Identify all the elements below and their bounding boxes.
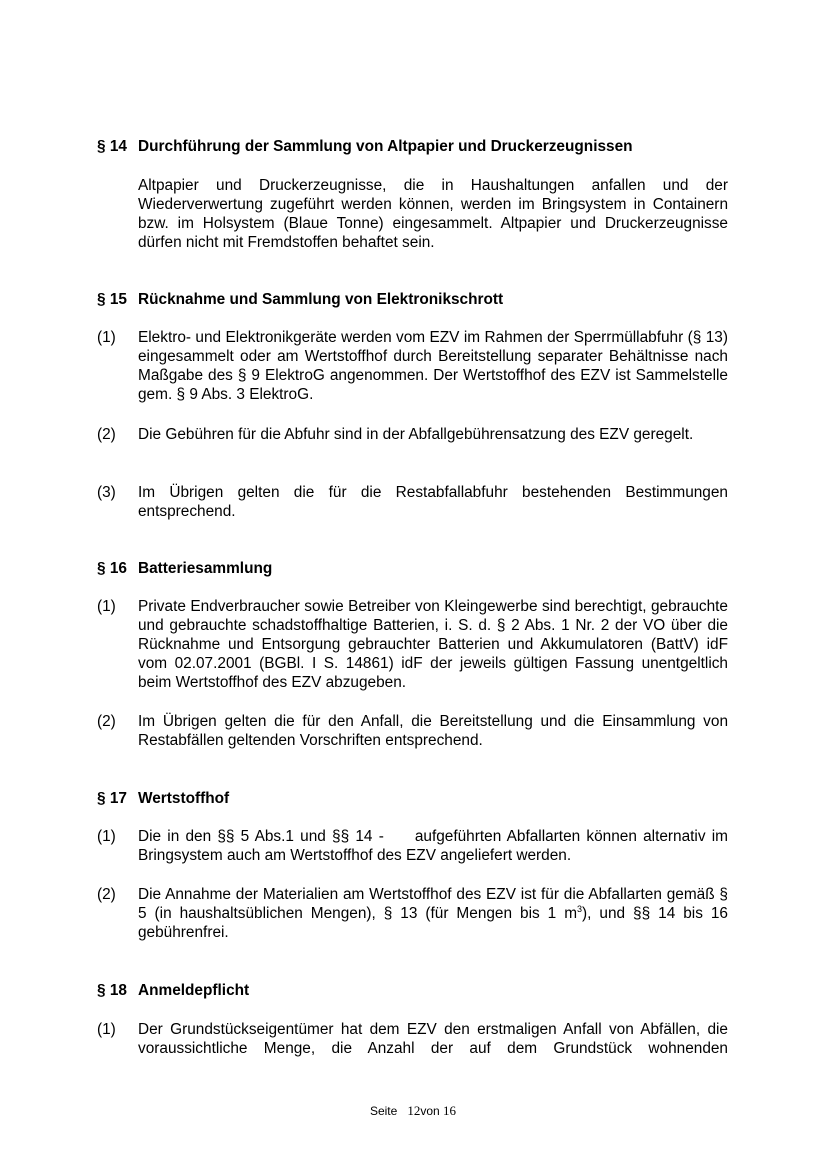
section-15-paragraph-3: Im Übrigen gelten die für die Restabfallabfuhr bestehenden Bestimmungen entsprechend. <box>138 484 728 520</box>
section-title: Wertstoffhof <box>138 790 230 807</box>
section-title: Durchführung der Sammlung von Altpapier und Druckerzeugnissen <box>138 138 633 155</box>
section-number: § 16 <box>97 560 127 577</box>
section-heading-18 <box>97 981 249 1000</box>
paragraph-marker: (1) <box>97 828 116 845</box>
section-number: § 14 <box>97 138 127 155</box>
section-number: § 15 <box>97 291 127 308</box>
paragraph-text: Die Annahme der Materialien am Wertstoffhof des EZV ist für die Abfallarten gemäß § 5 (in haushaltsüblichen Mengen), § 13 (für Mengen bis 1 m <box>138 886 728 922</box>
section-18-paragraph-1: Der Grundstückseigentümer hat dem EZV den erstmaligen Anfall von Abfällen, die voraussichtliche Menge, die Anzahl der auf dem Grundstück wohnenden <box>138 1021 728 1057</box>
section-title: Rücknahme und Sammlung von Elektronikschrott <box>138 291 504 308</box>
paragraph-marker: (2) <box>97 886 116 903</box>
section-number: § 18 <box>97 982 127 999</box>
section-heading-15 <box>97 290 503 309</box>
superscript: 3 <box>577 904 583 914</box>
page-number: 12 <box>407 1103 421 1118</box>
section-title: Anmeldepflicht <box>138 982 250 999</box>
section-15-paragraph-1: Elektro- und Elektronikgeräte werden vom EZV im Rahmen der Sperrmüllabfuhr (§ 13) eingesammelt oder am Wertstoffhof durch Bereitstellung separater Behältnisse nach Maßgabe des § 9 ElektroG angenommen. Der Wertstoffhof des EZV ist Sammelstelle gem. § 9 Abs. 3 ElektroG. <box>138 329 728 403</box>
section-heading-16 <box>97 559 272 578</box>
page-total: 16 <box>443 1103 457 1118</box>
section-heading-17 <box>97 789 229 808</box>
page-footer <box>0 1104 826 1118</box>
section-17-paragraph-1: Die in den §§ 5 Abs.1 und §§ 14 - aufgeführten Abfallarten können alternativ im Bringsystem auch am Wertstoffhof des EZV angeliefert werden. <box>138 828 733 864</box>
section-16-paragraph-2: Im Übrigen gelten die für den Anfall, die Bereitstellung und die Einsammlung von Restabfällen geltenden Vorschriften entsprechend. <box>138 713 728 749</box>
section-14-paragraph: Altpapier und Druckerzeugnisse, die in Haushaltungen anfallen und der Wiederverwertung zugeführt werden können, werden im Bringsystem in Containern bzw. im Holsystem (Blaue Tonne) eingesammelt. Altpapier und Druckerzeugnisse dürfen nicht mit Fremdstoffen behaftet sein. <box>138 177 728 251</box>
footer-separator: von <box>420 1104 440 1118</box>
paragraph-marker: (2) <box>97 713 116 730</box>
paragraph-marker: (1) <box>97 329 116 346</box>
section-16-paragraph-1: Private Endverbraucher sowie Betreiber von Kleingewerbe sind berechtigt, gebrauchte und gebrauchte schadstoffhaltige Batterien, i. S. d. § 2 Abs. 1 Nr. 2 der VO über die Rücknahme und Entsorgung gebrauchter Batterien und Akkumulatoren (BattV) idF vom 02.07.2001 (BGBl. I S. 14861) idF der jeweils gültigen Fassung unentgeltlich beim Wertstoffhof des EZV abzugeben. <box>138 598 728 691</box>
section-number: § 17 <box>97 790 127 807</box>
section-17-paragraph-2 <box>138 885 728 942</box>
paragraph-marker: (1) <box>97 1021 116 1038</box>
footer-label: Seite <box>369 1104 398 1118</box>
paragraph-marker: (2) <box>97 426 116 443</box>
paragraph-marker: (3) <box>97 484 116 501</box>
paragraph-marker: (1) <box>97 598 116 615</box>
section-heading-14 <box>97 137 633 156</box>
paragraph-text: ), und §§ 14 bis 16 gebührenfrei. <box>138 905 728 941</box>
section-title: Batteriesammlung <box>138 560 273 577</box>
section-15-paragraph-2: Die Gebühren für die Abfuhr sind in der Abfallgebührensatzung des EZV geregelt. <box>138 426 694 443</box>
